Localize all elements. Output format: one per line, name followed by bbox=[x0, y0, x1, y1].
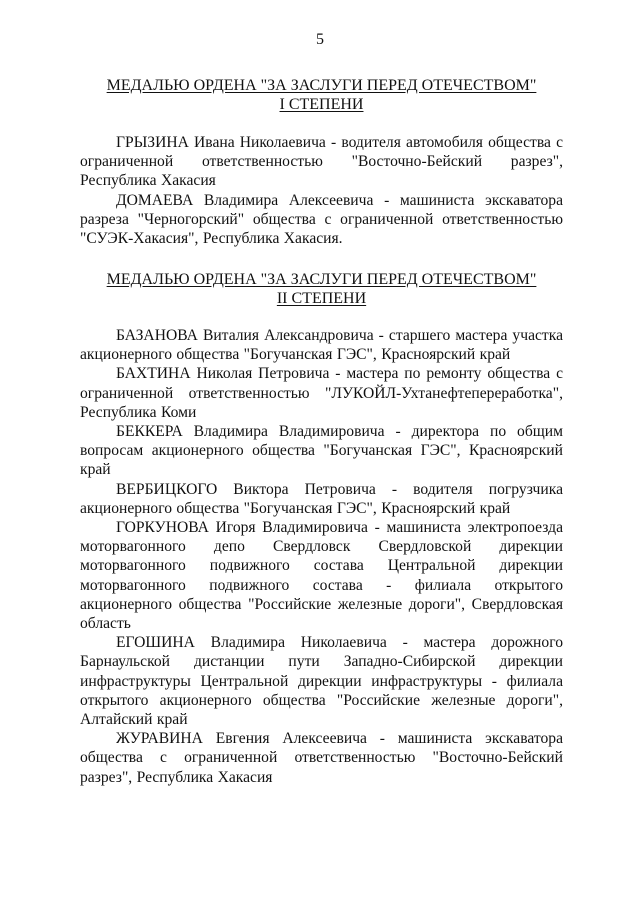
section-2-entries bbox=[80, 326, 563, 787]
award-entry: ДОМАЕВА Владимира Алексеевича - машиниста экскаватора разреза "Черногорский" общества с ограниченной ответственностью "СУЭК-Хакасия", Республика Хакасия. bbox=[80, 191, 563, 248]
section-2-heading-line-1: МЕДАЛЬЮ ОРДЕНА "ЗА ЗАСЛУГИ ПЕРЕД ОТЕЧЕСТВОМ" bbox=[106, 271, 537, 288]
award-entry: ЕГОШИНА Владимира Николаевича - мастера дорожного Барнаульской дистанции пути Западно-Сибирской дирекции инфраструктуры Центральной дирекции инфраструктуры - филиала открытого акционерного общества "Российские железные дороги", Алтайский край bbox=[80, 634, 563, 729]
award-entry: ВЕРБИЦКОГО Виктора Петровича - водителя погрузчика акционерного общества "Богучанская ГЭС", Красноярский край bbox=[80, 480, 563, 517]
section-1-heading-line-2: I СТЕПЕНИ bbox=[279, 96, 364, 113]
section-1-heading bbox=[80, 76, 563, 114]
award-entry: БАЗАНОВА Виталия Александровича - старшего мастера участка акционерного общества "Богучанская ГЭС", Красноярский край bbox=[80, 327, 563, 364]
award-entry: ГОРКУНОВА Игоря Владимировича - машиниста электропоезда моторвагонного депо Свердловск Свердловской дирекции моторвагонного подвижного состава Центральной дирекции моторвагонного подвижного состава - филиала открытого акционерного общества "Российские железные дороги", Свердловская область bbox=[80, 519, 563, 633]
section-2-heading-line-2: II СТЕПЕНИ bbox=[276, 290, 367, 307]
page-number: 5 bbox=[316, 31, 324, 48]
award-entry: ЖУРАВИНА Евгения Алексеевича - машиниста экскаватора общества с ограниченной ответственностью "Восточно-Бейский разрез", Республика Хакасия bbox=[80, 730, 563, 786]
award-entry: ГРЫЗИНА Ивана Николаевича - водителя автомобиля общества с ограниченной ответственностью "Восточно-Бейский разрез", Республика Хакасия bbox=[80, 134, 563, 190]
award-entry: БАХТИНА Николая Петровича - мастера по ремонту общества с ограниченной ответственностью "ЛУКОЙЛ-Ухтанефтепереработка", Республика Коми bbox=[80, 365, 563, 421]
section-1-entries bbox=[80, 133, 563, 248]
award-entry: БЕККЕРА Владимира Владимировича - директора по общим вопросам акционерного общества "Богучанская ГЭС", Красноярский край bbox=[80, 423, 563, 479]
section-2-heading bbox=[80, 270, 563, 308]
section-1-heading-line-1: МЕДАЛЬЮ ОРДЕНА "ЗА ЗАСЛУГИ ПЕРЕД ОТЕЧЕСТВОМ" bbox=[106, 77, 537, 94]
